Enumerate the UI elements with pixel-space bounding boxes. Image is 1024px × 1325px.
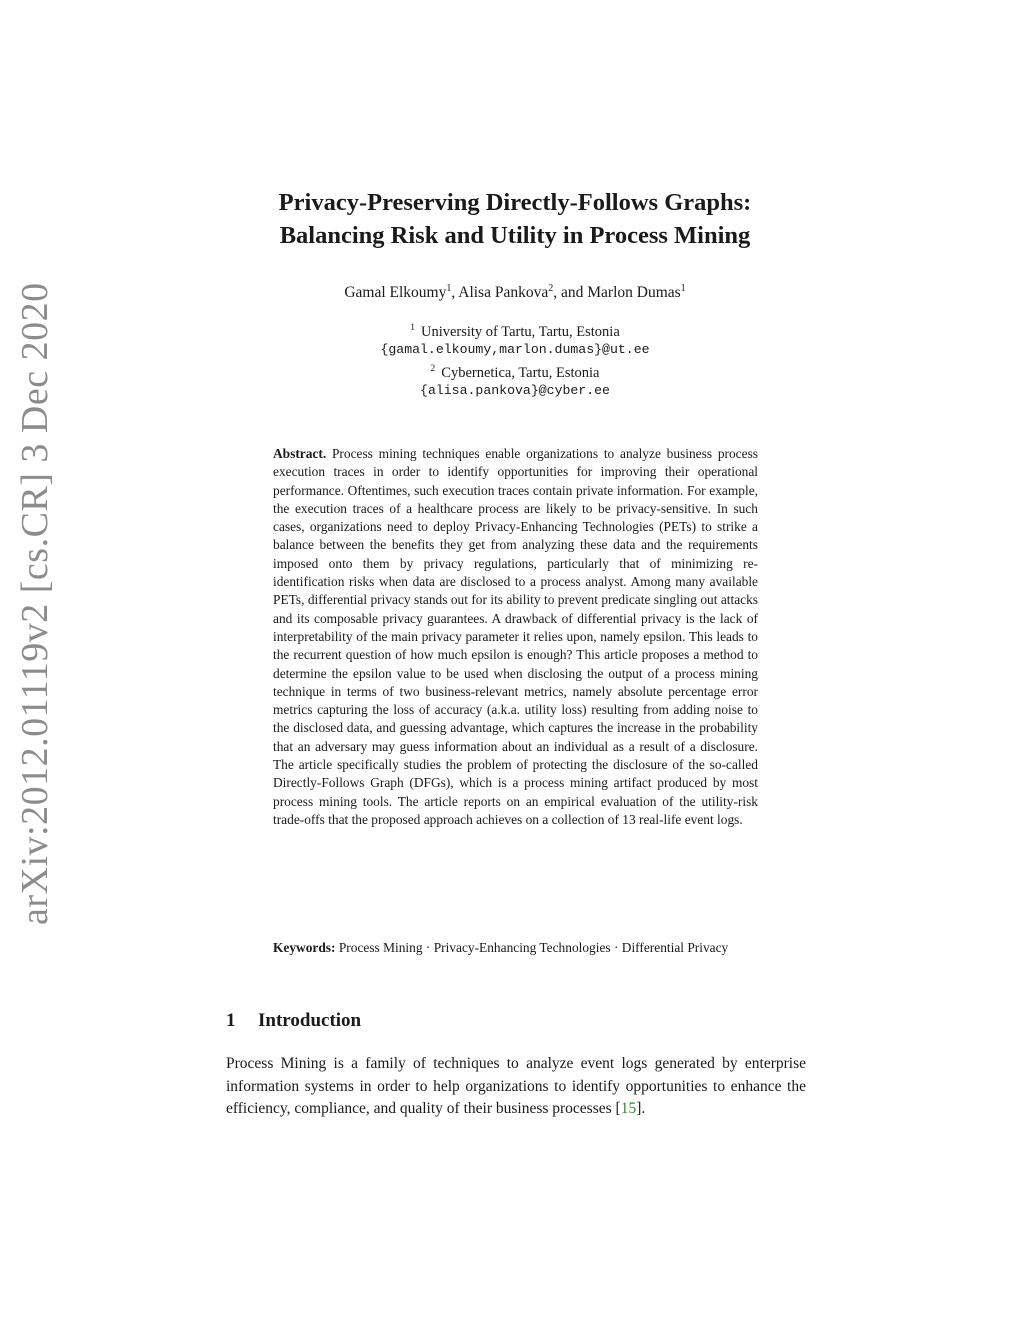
introduction-paragraph: [226, 1053, 806, 1121]
author-name: Marlon Dumas: [587, 284, 681, 302]
author-affiliation-mark: 1: [680, 283, 686, 294]
section-title: Introduction: [258, 1010, 362, 1031]
keywords: [273, 939, 758, 957]
citation-close: ]: [636, 1100, 642, 1117]
intro-text: Process Mining is a family of techniques to analyze event logs generated by enterprise information systems in order to help organizations to identify opportunities to enhance the efficiency, compliance, and quality of their business processes: [226, 1055, 806, 1117]
author-list: [150, 283, 880, 302]
title-line-1: Privacy-Preserving Directly-Follows Graphs:: [278, 189, 752, 216]
affiliation-mark: 1: [410, 323, 415, 333]
author-separator: , and: [553, 284, 588, 302]
affiliation-2: [250, 360, 780, 382]
author-affiliation-mark: 2: [548, 283, 554, 294]
citation-link[interactable]: 15: [620, 1100, 637, 1117]
abstract: [273, 445, 758, 829]
citation-open: [: [615, 1100, 621, 1117]
section-number: 1: [226, 1010, 236, 1031]
abstract-text: Process mining techniques enable organizations to analyze business process execution traces in order to identify opportunities for improving their operational performance. Oftentimes, such execution traces contain private information. For example, the execution traces of a healthcare process are likely to be privacy-sensitive. In such cases, organizations need to deploy Privacy-Enhancing Technologies (PETs) to strike a balance between the benefits they get from analyzing these data and the requirements imposed onto them by privacy regulations, particularly that of minimizing re-identification risks when data are disclosed to a process analyst. Among many available PETs, differential privacy stands out for its ability to prevent predicate singling out attacks and its composable privacy guarantees. A drawback of differential privacy is the lack of interpretability of the main privacy parameter it relies upon, namely epsilon. This leads to the recurrent question of how much epsilon is enough? This article proposes a method to determine the epsilon value to be used when disclosing the output of a process mining technique in terms of two business-relevant metrics, namely absolute percentage error metrics capturing the loss of accuracy (a.k.a. utility loss) resulting from adding noise to the disclosed data, and guessing advantage, which captures the increase in the probability that an adversary may guess information about an individual as a result of a disclosure. The article specifically studies the problem of protecting the disclosure of the so-called Directly-Follows Graph (DFGs), which is a process mining artifact produced by most process mining tools. The article reports on an empirical evaluation of the utility-risk trade-offs that the proposed approach achieves on a collection of 13 real-life event logs.: [273, 446, 758, 827]
keywords-text: Process Mining · Privacy-Enhancing Technologies · Differential Privacy: [338, 940, 729, 955]
intro-end: .: [641, 1100, 646, 1117]
author-name: Alisa Pankova: [458, 284, 549, 302]
author-separator: ,: [451, 284, 459, 302]
paper-title: [150, 186, 880, 252]
abstract-label: Abstract.: [273, 446, 327, 461]
affiliation-1: [250, 319, 780, 341]
keywords-label: Keywords:: [273, 940, 336, 955]
affiliation-mark: 2: [430, 363, 436, 374]
affiliation-email: {alisa.pankova}@cyber.ee: [420, 383, 610, 399]
author-affiliation-mark: 1: [446, 283, 452, 294]
arxiv-identifier: arXiv:2012.01119v2 [cs.CR] 3 Dec 2020: [14, 282, 56, 925]
affiliations: [250, 319, 780, 401]
affiliation-name: Cybernetica, Tartu, Estonia: [441, 364, 600, 381]
title-line-2: Balancing Risk and Utility in Process Mining: [279, 222, 751, 249]
affiliation-name: University of Tartu, Tartu, Estonia: [420, 323, 620, 340]
section-heading: [226, 1010, 361, 1032]
affiliation-email: {gamal.elkoumy,marlon.dumas}@ut.ee: [380, 342, 650, 358]
author-name: Gamal Elkoumy: [344, 284, 447, 302]
